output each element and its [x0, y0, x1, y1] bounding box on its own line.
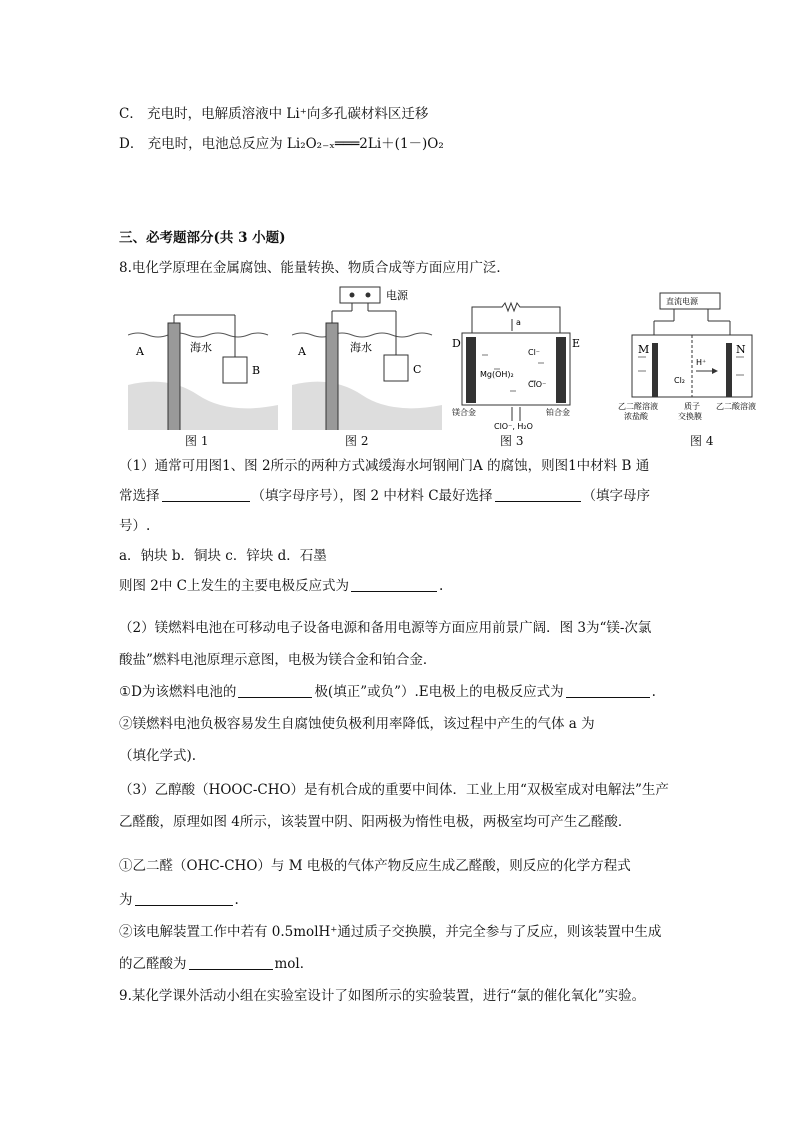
fig4-label-cl2: Cl₂: [674, 376, 686, 385]
q8-part1-eq-pre: 则图 2中 C上发生的主要电极反应式为: [119, 578, 350, 594]
answer-blank-mol[interactable]: [189, 955, 273, 970]
fig3-label-mg-alloy: 镁合金: [452, 408, 476, 417]
fig3-label-e: E: [572, 337, 581, 350]
fig3-label-clo: ClO⁻: [528, 380, 547, 389]
q8-part2-line1: （2）镁燃料电池在可移动电子设备电源和备用电源等方面应用前景广阔．图 3为“镁-次氯: [119, 620, 652, 636]
q8-part1-line5: [119, 576, 443, 596]
fig1-label-b: B: [252, 364, 261, 377]
fig2-label-seawater: 海水: [350, 341, 372, 354]
q8-part1-line2: [119, 486, 650, 506]
answer-blank-electrode-c[interactable]: [351, 577, 437, 592]
figure-2: [292, 285, 442, 430]
q9-stem: 9.某化学课外活动小组在实验室设计了如图所示的实验装置，进行“氯的催化氧化”实验。: [119, 988, 646, 1004]
answer-blank-b[interactable]: [162, 487, 250, 502]
q8-part2-text-post: .: [651, 684, 656, 700]
figure-1: [128, 285, 278, 430]
q8-part3-line5: ②该电解装置工作中若有 0.5molH⁺通过质子交换膜，并完全参与了反应，则该装置中生成: [119, 924, 662, 940]
q8-part1-eq-post: .: [439, 578, 444, 594]
q8-part2-line5: （填化学式).: [119, 748, 197, 764]
q8-part3-line3: ①乙二醛（OHC-CHO）与 M 电极的气体产物反应生成乙醛酸，则反应的化学方程式: [119, 858, 631, 874]
answer-blank-pole[interactable]: [238, 683, 312, 698]
fig2-caption: 图 2: [345, 434, 369, 448]
q8-part2-text-mid: 极(填正”或负”）.E电极上的电极反应式为: [314, 684, 564, 700]
q8-part3-line1: （3）乙醇酸（HOOC-CHO）是有机合成的重要中间体．工业上用“双极室成对电解法”生产: [119, 782, 669, 798]
fig4-label-dc-power: 直流电源: [666, 297, 698, 306]
fig1-label-seawater: 海水: [190, 341, 212, 354]
q8-part1-text-post: （填字母序: [582, 488, 651, 504]
answer-blank-equation[interactable]: [135, 891, 233, 906]
q8-part2-line4: ②镁燃料电池负极容易发生自腐蚀使负极利用率降低，该过程中产生的气体 a 为: [119, 716, 595, 732]
fig4-caption: 图 4: [690, 434, 714, 448]
option-c: C． 充电时，电解质溶液中 Li⁺向多孔碳材料区迁移: [119, 106, 429, 122]
q8-part2-line2: 酸盐”燃料电池原理示意图，电极为镁合金和铂合金．: [119, 652, 437, 668]
fig4-label-membrane: 交换膜: [678, 412, 702, 421]
q8-part1-line1: （1）通常可用图1、图 2所示的两种方式减缓海水坷钢闸门A 的腐蚀，则图1中材料 B 通: [119, 458, 650, 474]
q8-part3-line2: 乙醛酸，原理如图 4所示，该装置中阴、阳两极为惰性电极，两极室均可产生乙醛酸．: [119, 814, 632, 830]
q8-part3-eq-post: .: [234, 892, 239, 908]
fig3-label-pt-alloy: 铂合金: [546, 408, 570, 417]
q8-choices: a．钠块 b．铜块 c．锌块 d．石墨: [119, 548, 327, 564]
fig3-label-mgoh2: Mg(OH)₂: [480, 370, 514, 379]
q8-part1-line3: 号）.: [119, 518, 151, 534]
fig2-label-power: 电源: [386, 289, 408, 302]
q8-part1-text-pre: 常选择: [119, 488, 160, 504]
fig4-label-oxalic: 乙二酸溶液: [716, 402, 756, 411]
q8-part3-eq-pre: 为: [119, 892, 133, 908]
figure-3: [450, 285, 590, 430]
fig3-label-clo-h2o: ClO⁻, H₂O: [494, 422, 533, 430]
fig4-label-h: H⁺: [696, 358, 707, 367]
q8-part1-text-mid: （填字母序号），图 2 中材料 C最好选择: [251, 488, 493, 504]
fig2-label-c: C: [413, 363, 422, 376]
figure-4: [612, 285, 762, 430]
q8-part3-mol-pre: 的乙醛酸为: [119, 956, 187, 972]
q8-part2-text-pre: ①D为该燃料电池的: [119, 684, 237, 700]
fig1-label-a: A: [136, 345, 144, 358]
fig4-label-hcl: 浓盐酸: [624, 412, 648, 421]
q8-part2-line3: [119, 682, 656, 702]
fig2-label-a: A: [298, 345, 306, 358]
q8-part3-line6: [119, 954, 313, 974]
q8-part3-line4: [119, 890, 239, 910]
fig3-caption: 图 3: [500, 434, 524, 448]
option-d: D． 充电时，电池总反应为 Li₂O₂₋ₓ═══2Li＋(1－)O₂: [119, 136, 444, 152]
answer-blank-electrode-e[interactable]: [566, 683, 650, 698]
fig1-caption: 图 1: [185, 434, 209, 448]
fig4-label-m: M: [638, 343, 650, 356]
fig3-label-d: D: [452, 337, 461, 350]
q8-part3-mol-post: mol．: [274, 956, 314, 972]
fig4-label-n: N: [736, 343, 746, 356]
fig4-label-glyoxal: 乙二醛溶液: [618, 402, 658, 411]
q8-stem: 8.电化学原理在金属腐蚀、能量转换、物质合成等方面应用广泛．: [119, 260, 510, 276]
fig4-label-proton: 质子: [684, 402, 700, 411]
answer-blank-c[interactable]: [495, 487, 581, 502]
fig3-label-a: a: [516, 318, 521, 327]
section-heading: 三、必考题部分(共 3 小题): [119, 230, 286, 246]
fig3-label-cl: Cl⁻: [528, 348, 541, 357]
